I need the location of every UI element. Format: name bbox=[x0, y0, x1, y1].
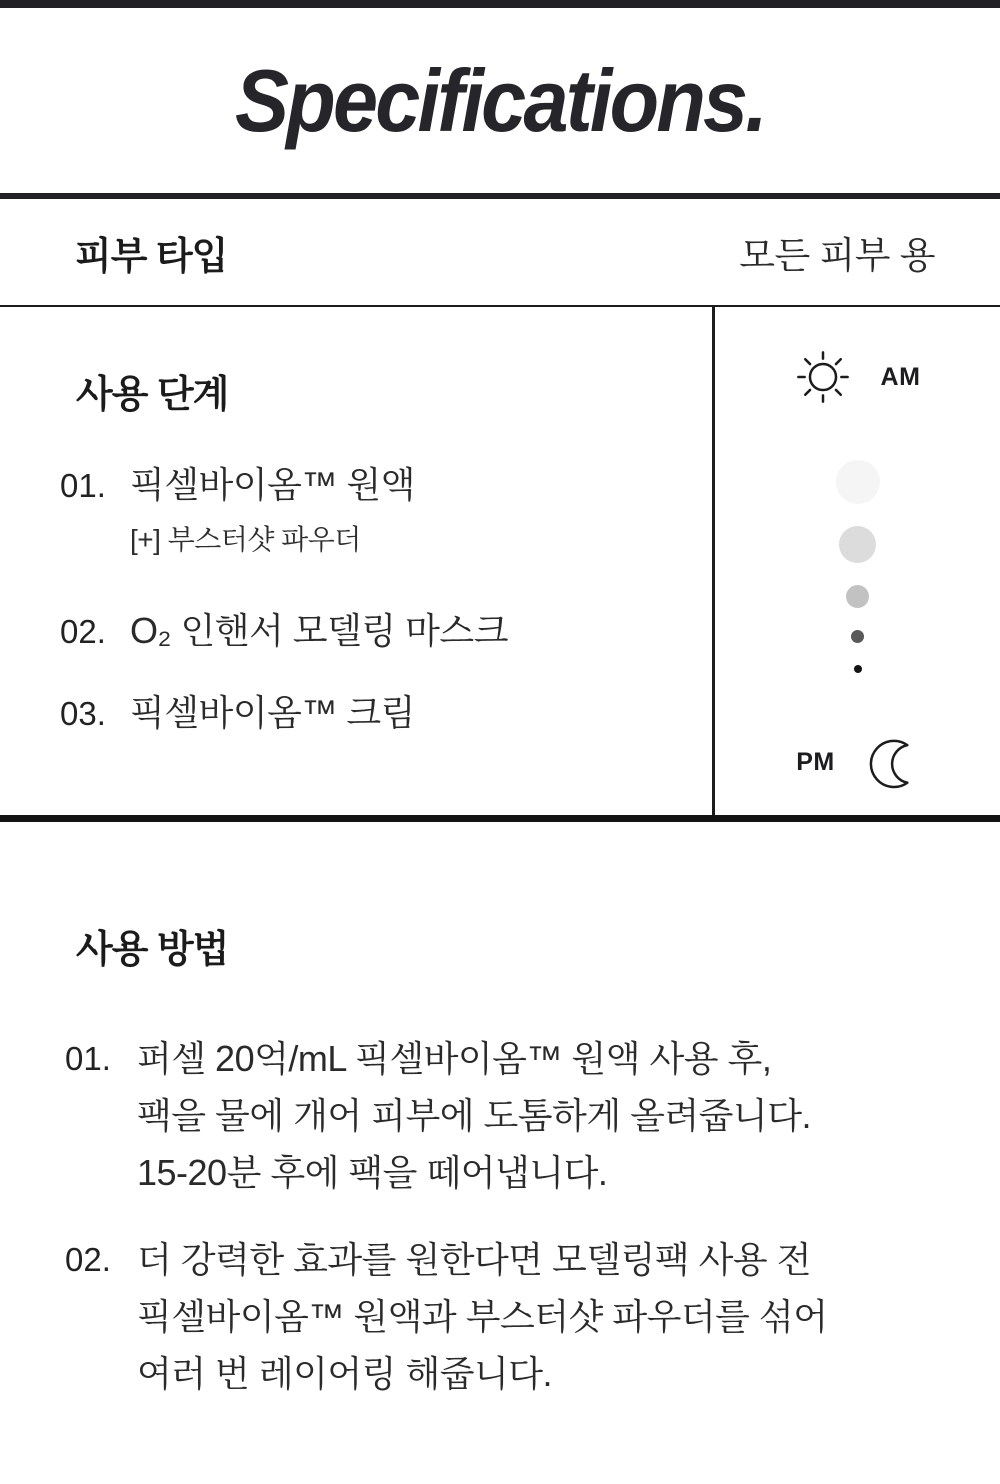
timeline-dot bbox=[836, 460, 880, 504]
am-row bbox=[795, 349, 921, 405]
method-lines bbox=[137, 1030, 811, 1201]
timeline-dots bbox=[836, 460, 880, 673]
method-item bbox=[0, 1231, 1000, 1402]
steps-column bbox=[0, 307, 712, 815]
method-line: 여러 번 레이어링 해줍니다. bbox=[137, 1353, 553, 1394]
timeline-dot bbox=[846, 585, 869, 608]
method-number: 01. bbox=[65, 1040, 111, 1077]
step-text: 픽셀바이옴™ 원액 bbox=[130, 464, 415, 505]
usage-method-section bbox=[0, 822, 1000, 1402]
skin-type-label: 피부 타입 bbox=[75, 235, 228, 278]
top-border bbox=[0, 0, 1000, 8]
timeline-dot bbox=[854, 665, 862, 673]
steps-heading: 사용 단계 bbox=[76, 374, 229, 416]
step-item bbox=[0, 691, 712, 735]
step-text: O₂ 인핸서 모델링 마스크 bbox=[130, 610, 508, 651]
method-heading: 사용 방법 bbox=[76, 929, 229, 971]
method-number: 02. bbox=[65, 1241, 111, 1278]
step-number: 03. bbox=[60, 695, 106, 732]
pm-label: PM bbox=[796, 747, 835, 776]
method-line: 팩을 물에 개어 피부에 도톰하게 올려줍니다. bbox=[137, 1095, 811, 1136]
method-line: 퍼셀 20억/mL 픽셀바이옴™ 원액 사용 후, bbox=[137, 1038, 772, 1079]
method-line: 더 강력한 효과를 원한다면 모델링팩 사용 전 bbox=[137, 1239, 811, 1280]
step-number: 02. bbox=[60, 613, 106, 650]
timeline-dot bbox=[851, 630, 864, 643]
timeline-dot bbox=[839, 526, 876, 563]
step-text: 픽셀바이옴™ 크림 bbox=[130, 692, 415, 733]
method-lines bbox=[137, 1231, 827, 1402]
skin-type-row bbox=[0, 199, 1000, 305]
title-block bbox=[0, 8, 1000, 193]
step-item bbox=[0, 609, 712, 653]
method-line: 15-20분 후에 팩을 떼어냅니다. bbox=[137, 1152, 608, 1193]
method-item bbox=[0, 1030, 1000, 1201]
method-line: 픽셀바이옴™ 원액과 부스터샷 파우더를 섞어 bbox=[137, 1296, 828, 1337]
moon-icon bbox=[869, 733, 919, 791]
am-label: AM bbox=[880, 362, 921, 391]
am-pm-panel bbox=[712, 307, 1000, 815]
skin-type-value: 모든 피부 용 bbox=[739, 235, 935, 276]
page-title: Specifications. bbox=[234, 50, 765, 150]
divider-bottom bbox=[0, 815, 1000, 822]
pm-row bbox=[796, 733, 919, 791]
step-item bbox=[0, 463, 712, 557]
sun-icon bbox=[795, 349, 851, 405]
step-number: 01. bbox=[60, 467, 106, 504]
usage-steps-section bbox=[0, 307, 1000, 815]
step-subtext: [+] 부스터샷 파우더 bbox=[130, 524, 361, 555]
